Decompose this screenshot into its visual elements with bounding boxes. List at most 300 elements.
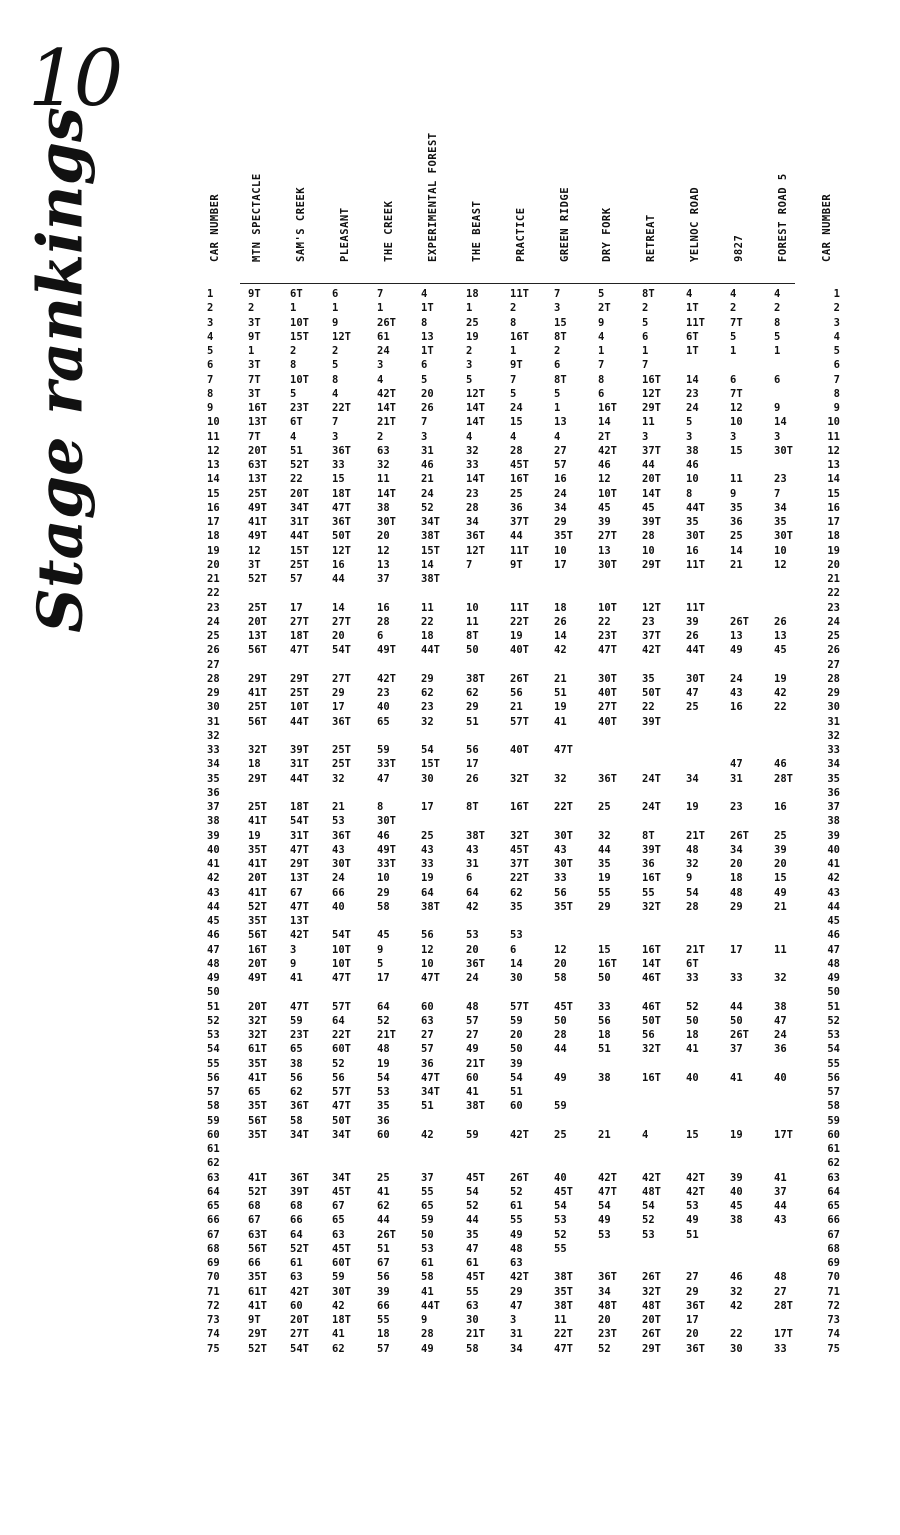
rank-cell: 27T <box>332 672 351 685</box>
rank-cell: 36 <box>642 858 655 870</box>
rank-cell: 36T <box>290 1100 309 1113</box>
rank-cell: 58 <box>290 1114 303 1127</box>
rank-cell: 10T <box>332 957 351 970</box>
table-row <box>0 788 900 799</box>
rank-cell: 50 <box>730 1014 743 1027</box>
table-row <box>0 1287 900 1298</box>
rank-cell: 47T <box>598 644 617 657</box>
rank-cell: 42T <box>377 672 396 685</box>
rank-cell: 29 <box>598 900 611 913</box>
rank-cell: 6T <box>686 330 699 343</box>
rank-cell: 42T <box>598 444 617 457</box>
rank-cell: 2 <box>290 345 297 357</box>
rank-cell: 18 <box>554 601 567 614</box>
rank-cell: 30T <box>377 516 396 528</box>
table-row <box>0 816 900 827</box>
rank-cell: 34T <box>421 516 440 528</box>
rank-cell: 47T <box>421 1071 440 1084</box>
rank-cell: 8T <box>642 288 655 300</box>
table-row <box>0 1073 900 1084</box>
rank-cell: 40 <box>332 900 345 913</box>
rank-cell: 54 <box>510 1071 523 1084</box>
car-number-cell: 3 <box>207 316 214 329</box>
rank-cell: 10T <box>290 701 309 714</box>
rank-cell: 19 <box>554 701 567 714</box>
rank-cell: 59 <box>377 744 390 756</box>
table-row <box>0 1030 900 1041</box>
rank-cell: 46 <box>377 829 390 842</box>
table-row <box>0 603 900 614</box>
rank-cell: 3 <box>774 430 781 443</box>
rank-cell: 36 <box>377 1114 390 1127</box>
rank-cell: 31T <box>290 516 309 528</box>
rank-cell: 42 <box>554 644 567 657</box>
rank-cell: 34 <box>554 501 567 514</box>
rank-cell: 50T <box>642 1014 661 1027</box>
rank-cell: 42 <box>332 1299 345 1312</box>
rank-cell: 4 <box>421 288 428 300</box>
rank-cell: 21T <box>466 1057 485 1070</box>
rank-cell: 61 <box>377 330 390 343</box>
rank-cell: 23T <box>290 402 309 414</box>
rank-cell: 32T <box>642 1043 661 1056</box>
rank-cell: 43 <box>774 1214 787 1227</box>
rank-cell: 45 <box>642 501 655 514</box>
rank-cell: 46 <box>774 758 787 771</box>
rank-cell: 8 <box>332 373 339 386</box>
rank-cell: 51 <box>510 1086 523 1098</box>
table-row <box>0 902 900 913</box>
rank-cell: 15 <box>598 943 611 956</box>
page-title: Stage rankings <box>23 107 97 633</box>
rank-cell: 1T <box>686 345 699 357</box>
rank-cell: 39T <box>642 516 661 528</box>
car-number-right-cell: 59 <box>827 1114 840 1127</box>
rank-cell: 1 <box>510 345 517 357</box>
car-number-cell: 41 <box>207 858 220 870</box>
table-row <box>0 888 900 899</box>
table-row <box>0 1344 900 1355</box>
rank-cell: 16T <box>510 330 529 343</box>
rank-cell: 42 <box>466 900 479 913</box>
rank-cell: 36T <box>466 957 485 970</box>
rank-cell: 22 <box>774 701 787 714</box>
table-row <box>0 1230 900 1241</box>
rank-cell: 20 <box>421 387 434 400</box>
rank-cell: 11 <box>421 601 434 614</box>
car-number-cell: 31 <box>207 715 220 728</box>
rank-cell: 4 <box>290 430 297 443</box>
rank-cell: 21 <box>510 701 523 714</box>
rank-cell: 12 <box>554 943 567 956</box>
rank-cell: 8T <box>642 829 655 842</box>
rank-cell: 25T <box>248 801 267 813</box>
rank-cell: 12T <box>466 387 485 400</box>
rank-cell: 38T <box>554 1271 573 1284</box>
rank-cell: 27T <box>332 615 351 628</box>
car-number-cell: 47 <box>207 943 220 956</box>
rank-cell: 34T <box>290 1128 309 1141</box>
rank-cell: 59 <box>554 1100 567 1113</box>
rank-cell: 30T <box>332 1285 351 1298</box>
rank-cell: 48 <box>774 1271 787 1284</box>
car-number-right-cell: 16 <box>827 501 840 514</box>
rank-cell: 37T <box>510 858 529 870</box>
car-number-cell: 74 <box>207 1328 220 1341</box>
rank-cell: 30T <box>774 444 793 457</box>
rank-cell: 49 <box>510 1228 523 1241</box>
rank-cell: 35T <box>248 1057 267 1070</box>
rank-cell: 54 <box>554 1200 567 1212</box>
table-row <box>0 802 900 813</box>
car-number-right-cell: 2 <box>833 302 840 315</box>
car-number-right-cell: 71 <box>827 1285 840 1298</box>
rank-cell: 12T <box>466 544 485 557</box>
rank-cell: 23 <box>774 473 787 486</box>
rank-cell: 48 <box>377 1043 390 1056</box>
rank-cell: 29 <box>421 672 434 685</box>
rank-cell: 46 <box>598 459 611 471</box>
table-row <box>0 759 900 770</box>
rank-cell: 65 <box>248 1086 261 1098</box>
rank-cell: 54 <box>686 886 699 899</box>
rank-cell: 41T <box>248 1071 267 1084</box>
rank-cell: 18 <box>730 872 743 885</box>
rank-cell: 16T <box>248 402 267 414</box>
rank-cell: 34T <box>290 501 309 514</box>
car-number-right-cell: 49 <box>827 972 840 984</box>
rank-cell: 45T <box>466 1271 485 1284</box>
rank-cell: 48 <box>510 1242 523 1255</box>
rank-cell: 36T <box>332 516 351 528</box>
rank-cell: 13T <box>248 416 267 429</box>
rank-cell: 11 <box>642 416 655 429</box>
rank-cell: 25 <box>774 829 787 842</box>
rank-cell: 57T <box>510 1000 529 1013</box>
rank-cell: 22 <box>421 615 434 628</box>
rank-cell: 29 <box>466 701 479 714</box>
car-number-cell: 63 <box>207 1171 220 1184</box>
rank-cell: 26T <box>642 1271 661 1284</box>
rank-cell: 10 <box>466 601 479 614</box>
rank-cell: 18 <box>466 288 479 300</box>
rank-cell: 29T <box>248 772 267 785</box>
rank-cell: 41T <box>248 687 267 699</box>
column-header-experimental-forest: EXPERIMENTAL FOREST <box>427 132 439 262</box>
rank-cell: 2 <box>642 302 649 315</box>
rank-cell: 26 <box>421 402 434 414</box>
car-number-cell: 27 <box>207 658 220 671</box>
rank-cell: 13T <box>290 872 309 885</box>
rank-cell: 47T <box>332 501 351 514</box>
rank-cell: 26T <box>377 316 396 329</box>
rank-cell: 10T <box>290 316 309 329</box>
rank-cell: 67 <box>290 886 303 899</box>
rank-cell: 13 <box>377 558 390 571</box>
rank-cell: 50 <box>466 644 479 657</box>
rank-cell: 24 <box>332 872 345 885</box>
rank-cell: 6 <box>554 359 561 372</box>
car-number-cell: 30 <box>207 701 220 714</box>
rank-cell: 9 <box>377 943 384 956</box>
rank-cell: 19 <box>730 1128 743 1141</box>
table-row <box>0 959 900 970</box>
rank-cell: 11 <box>774 943 787 956</box>
car-number-right-cell: 73 <box>827 1314 840 1326</box>
rank-cell: 57 <box>421 1043 434 1056</box>
rank-cell: 20 <box>377 530 390 543</box>
car-number-right-cell: 34 <box>827 758 840 771</box>
rank-cell: 16T <box>642 943 661 956</box>
rank-cell: 28 <box>421 1328 434 1341</box>
rank-cell: 51 <box>686 1228 699 1241</box>
column-header-sams-creek: SAM'S CREEK <box>295 186 307 262</box>
rank-cell: 36T <box>598 772 617 785</box>
rank-cell: 18T <box>290 801 309 813</box>
rank-cell: 28 <box>377 615 390 628</box>
rank-cell: 63 <box>466 1299 479 1312</box>
rank-cell: 5 <box>598 288 605 300</box>
rank-cell: 11 <box>554 1314 567 1326</box>
rank-cell: 8T <box>466 630 479 642</box>
rank-cell: 62 <box>332 1342 345 1355</box>
rank-cell: 19 <box>510 630 523 642</box>
rank-cell: 21 <box>421 473 434 486</box>
rank-cell: 34 <box>730 843 743 856</box>
rank-cell: 30T <box>598 558 617 571</box>
table-row <box>0 531 900 542</box>
rank-cell: 42 <box>730 1299 743 1312</box>
rank-cell: 29T <box>290 672 309 685</box>
rank-cell: 42T <box>642 644 661 657</box>
rank-cell: 1T <box>686 302 699 315</box>
rank-cell: 34 <box>466 516 479 528</box>
rank-cell: 48T <box>642 1299 661 1312</box>
car-number-right-cell: 4 <box>833 330 840 343</box>
rank-cell: 32 <box>554 772 567 785</box>
rank-cell: 41T <box>248 1171 267 1184</box>
rank-cell: 32 <box>774 972 787 984</box>
table-row <box>0 375 900 386</box>
car-number-right-cell: 3 <box>833 316 840 329</box>
car-number-cell: 45 <box>207 915 220 927</box>
car-number-right-cell: 64 <box>827 1185 840 1198</box>
car-number-right-cell: 61 <box>827 1143 840 1155</box>
rank-cell: 45T <box>510 843 529 856</box>
rank-cell: 3 <box>421 430 428 443</box>
rank-cell: 55 <box>598 886 611 899</box>
rank-cell: 56T <box>248 644 267 657</box>
rank-cell: 2 <box>510 302 517 315</box>
rank-cell: 11T <box>510 601 529 614</box>
rank-cell: 66 <box>248 1257 261 1269</box>
rank-cell: 53 <box>686 1200 699 1212</box>
table-row <box>0 1087 900 1098</box>
rank-cell: 5 <box>554 387 561 400</box>
rank-cell: 66 <box>377 1299 390 1312</box>
rank-cell: 38 <box>730 1214 743 1227</box>
rank-cell: 40 <box>686 1071 699 1084</box>
rank-cell: 47 <box>377 772 390 785</box>
rank-cell: 20T <box>248 1000 267 1013</box>
rank-cell: 7 <box>598 359 605 372</box>
rank-cell: 5 <box>421 373 428 386</box>
car-number-right-cell: 57 <box>827 1086 840 1098</box>
column-header-mtn-spectacle: MTN SPECTACLE <box>251 173 263 262</box>
rank-cell: 18 <box>686 1029 699 1041</box>
rank-cell: 5 <box>686 416 693 429</box>
car-number-cell: 20 <box>207 558 220 571</box>
car-number-right-cell: 68 <box>827 1242 840 1255</box>
rank-cell: 24 <box>554 487 567 500</box>
rank-cell: 33 <box>730 972 743 984</box>
car-number-right-cell: 62 <box>827 1157 840 1170</box>
rank-cell: 14 <box>332 601 345 614</box>
rank-cell: 61 <box>421 1257 434 1269</box>
rank-cell: 36 <box>730 516 743 528</box>
rank-cell: 40T <box>598 715 617 728</box>
rank-cell: 44T <box>421 644 440 657</box>
rank-cell: 57T <box>332 1086 351 1098</box>
rank-cell: 4 <box>642 1128 649 1141</box>
rank-cell: 51 <box>377 1242 390 1255</box>
rank-cell: 40 <box>730 1185 743 1198</box>
rank-cell: 18T <box>290 630 309 642</box>
rank-cell: 63 <box>421 1014 434 1027</box>
rank-cell: 18 <box>377 1328 390 1341</box>
rank-cell: 37 <box>421 1171 434 1184</box>
rank-cell: 25T <box>248 701 267 714</box>
rank-cell: 30T <box>598 672 617 685</box>
rank-cell: 32 <box>598 829 611 842</box>
car-number-cell: 57 <box>207 1086 220 1098</box>
rank-cell: 22T <box>554 1328 573 1341</box>
rank-cell: 42T <box>686 1185 705 1198</box>
car-number-cell: 12 <box>207 444 220 457</box>
table-row <box>0 1201 900 1212</box>
rank-cell: 5 <box>332 359 339 372</box>
rank-cell: 3T <box>248 387 261 400</box>
rank-cell: 35 <box>598 858 611 870</box>
rank-cell: 44 <box>730 1000 743 1013</box>
rank-cell: 13 <box>421 330 434 343</box>
rank-cell: 65 <box>421 1200 434 1212</box>
table-row <box>0 916 900 927</box>
car-number-cell: 38 <box>207 815 220 828</box>
rank-cell: 44T <box>421 1299 440 1312</box>
rank-cell: 51 <box>290 444 303 457</box>
rank-cell: 57T <box>332 1000 351 1013</box>
rank-cell: 54 <box>642 1200 655 1212</box>
rank-cell: 61T <box>248 1043 267 1056</box>
rank-cell: 15T <box>290 544 309 557</box>
rank-cell: 26T <box>642 1328 661 1341</box>
rank-cell: 30T <box>686 530 705 543</box>
rank-cell: 37 <box>774 1185 787 1198</box>
rank-cell: 11T <box>686 316 705 329</box>
rank-cell: 39T <box>290 1185 309 1198</box>
car-number-right-cell: 18 <box>827 530 840 543</box>
car-number-cell: 44 <box>207 900 220 913</box>
rank-cell: 7 <box>421 416 428 429</box>
rank-cell: 1 <box>332 302 339 315</box>
rank-cell: 57 <box>554 459 567 471</box>
rank-cell: 48 <box>686 843 699 856</box>
rank-cell: 14T <box>466 402 485 414</box>
car-number-cell: 24 <box>207 615 220 628</box>
rank-cell: 41 <box>332 1328 345 1341</box>
rank-cell: 58 <box>554 972 567 984</box>
rank-cell: 39T <box>642 843 661 856</box>
rank-cell: 27 <box>466 1029 479 1041</box>
rank-cell: 38 <box>290 1057 303 1070</box>
rank-cell: 30T <box>332 858 351 870</box>
car-number-cell: 4 <box>207 330 214 343</box>
rank-cell: 34 <box>510 1342 523 1355</box>
rank-cell: 44 <box>642 459 655 471</box>
rank-cell: 14T <box>377 487 396 500</box>
rank-cell: 47T <box>554 1342 573 1355</box>
rank-cell: 25 <box>377 1171 390 1184</box>
rank-cell: 30T <box>554 829 573 842</box>
car-number-cell: 35 <box>207 772 220 785</box>
rank-cell: 45T <box>466 1171 485 1184</box>
rank-cell: 44T <box>290 715 309 728</box>
rank-cell: 12 <box>421 943 434 956</box>
table-row <box>0 1244 900 1255</box>
rank-cell: 44 <box>598 843 611 856</box>
rank-cell: 27T <box>290 615 309 628</box>
rank-cell: 55 <box>377 1314 390 1326</box>
car-number-right-cell: 6 <box>833 359 840 372</box>
rank-cell: 15 <box>510 416 523 429</box>
rank-cell: 49 <box>686 1214 699 1227</box>
rank-cell: 9T <box>510 359 523 372</box>
rank-cell: 25 <box>421 829 434 842</box>
rank-cell: 27 <box>554 444 567 457</box>
rank-cell: 29T <box>248 1328 267 1341</box>
rank-cell: 4 <box>332 387 339 400</box>
rank-cell: 29T <box>290 858 309 870</box>
rank-cell: 56T <box>248 715 267 728</box>
rank-cell: 11T <box>686 558 705 571</box>
rank-cell: 25 <box>730 530 743 543</box>
rank-cell: 17 <box>466 758 479 771</box>
rank-cell: 7 <box>642 359 649 372</box>
rank-cell: 40 <box>554 1171 567 1184</box>
rank-cell: 49T <box>377 843 396 856</box>
rank-cell: 7 <box>466 558 473 571</box>
rank-cell: 32 <box>466 444 479 457</box>
table-row <box>0 503 900 514</box>
rank-cell: 34 <box>598 1285 611 1298</box>
rank-cell: 49 <box>421 1342 434 1355</box>
rank-cell: 25T <box>290 558 309 571</box>
rank-cell: 3T <box>248 359 261 372</box>
rank-cell: 52 <box>332 1057 345 1070</box>
rank-cell: 22 <box>730 1328 743 1341</box>
rank-cell: 43 <box>332 843 345 856</box>
rank-cell: 50T <box>642 687 661 699</box>
table-row <box>0 346 900 357</box>
rank-cell: 8 <box>377 801 384 813</box>
rank-cell: 2T <box>598 302 611 315</box>
car-number-right-cell: 33 <box>827 744 840 756</box>
rank-cell: 51 <box>598 1043 611 1056</box>
rank-cell: 16 <box>332 558 345 571</box>
rank-cell: 13 <box>774 630 787 642</box>
rank-cell: 49 <box>554 1071 567 1084</box>
